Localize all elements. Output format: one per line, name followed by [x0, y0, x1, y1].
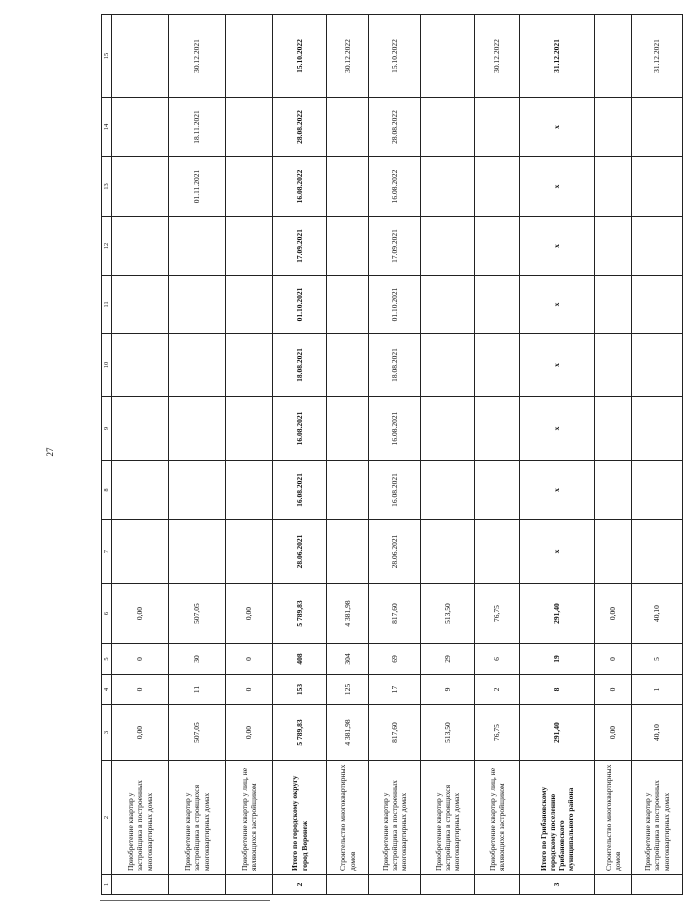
table-cell: [226, 520, 273, 584]
table-cell: [327, 217, 369, 276]
table-cell: 17.09.2021: [369, 217, 421, 276]
table-cell: 513,50: [421, 584, 475, 644]
table-cell: 16.08.2021: [369, 461, 421, 520]
row-name: Приобретение квартир у застройщика в построенных многоквартирных домах: [369, 761, 421, 875]
table-cell: 28.08.2022: [273, 98, 327, 157]
table-cell: [169, 276, 226, 334]
row-index: [112, 875, 169, 895]
table-cell: 16.08.2021: [273, 461, 327, 520]
table-cell: [475, 98, 520, 157]
row-index: [226, 875, 273, 895]
table-cell: [475, 217, 520, 276]
row-index: [632, 875, 683, 895]
table-cell: [327, 520, 369, 584]
table-cell: 19: [520, 644, 595, 675]
table-row: [595, 15, 632, 895]
table-row: [520, 15, 595, 895]
table-cell: 18.08.2021: [369, 334, 421, 397]
table-cell: 817,60: [369, 705, 421, 761]
table-cell: 40,10: [632, 584, 683, 644]
table-cell: 6: [475, 644, 520, 675]
table-cell: 01.10.2021: [369, 276, 421, 334]
table-cell: 30.12.2021: [169, 15, 226, 98]
table-cell: 29: [421, 644, 475, 675]
table-cell: [327, 397, 369, 461]
table-cell: 0: [226, 644, 273, 675]
table-row: [273, 15, 327, 895]
table-cell: [595, 98, 632, 157]
table-cell: 0: [226, 675, 273, 705]
row-name: Итого по Грибановскому городскому поселению Грибановского муниципального района: [520, 761, 595, 875]
header-cell: 3: [102, 705, 112, 761]
table-cell: [421, 217, 475, 276]
table-cell: [632, 520, 683, 584]
data-table: [101, 14, 683, 895]
row-name: Приобретение квартир у застройщика в построенных многоквартирных домах: [632, 761, 683, 875]
table-cell: [169, 217, 226, 276]
row-index: 3: [520, 875, 595, 895]
table-cell: 30.12.2022: [475, 15, 520, 98]
table-cell: х: [520, 461, 595, 520]
table-cell: [632, 217, 683, 276]
table-row: [169, 15, 226, 895]
table-cell: 817,60: [369, 584, 421, 644]
table-cell: [595, 461, 632, 520]
table-cell: [475, 461, 520, 520]
table-cell: [169, 397, 226, 461]
table-cell: 16.08.2021: [369, 397, 421, 461]
table-cell: 0,00: [226, 705, 273, 761]
table-cell: 0,00: [595, 584, 632, 644]
table-cell: 69: [369, 644, 421, 675]
table-cell: 125: [327, 675, 369, 705]
table-cell: [226, 15, 273, 98]
table-cell: [421, 98, 475, 157]
table-cell: 304: [327, 644, 369, 675]
table-cell: 15.10.2022: [273, 15, 327, 98]
table-cell: [226, 157, 273, 217]
table-cell: 76,75: [475, 584, 520, 644]
table-cell: [421, 461, 475, 520]
table-cell: [475, 157, 520, 217]
table-cell: [421, 276, 475, 334]
table-cell: [595, 334, 632, 397]
table-cell: 0,00: [226, 584, 273, 644]
row-name: Итого по городскому округу город Воронеж: [273, 761, 327, 875]
table-cell: 5 789,83: [273, 705, 327, 761]
header-cell: 13: [102, 157, 112, 217]
row-index: [421, 875, 475, 895]
table-cell: [112, 334, 169, 397]
table-cell: [327, 157, 369, 217]
table-cell: [112, 98, 169, 157]
table-cell: 0,00: [112, 584, 169, 644]
table-cell: [475, 397, 520, 461]
header-cell: 7: [102, 520, 112, 584]
table-cell: 291,40: [520, 705, 595, 761]
table-cell: 0: [112, 675, 169, 705]
table-cell: 28.06.2021: [369, 520, 421, 584]
table-cell: 0: [595, 675, 632, 705]
table-cell: [112, 397, 169, 461]
table-cell: 513,50: [421, 705, 475, 761]
table-cell: 40,10: [632, 705, 683, 761]
table-cell: х: [520, 520, 595, 584]
table-row: [369, 15, 421, 895]
table-cell: [632, 334, 683, 397]
table-cell: [169, 334, 226, 397]
table-cell: [112, 276, 169, 334]
table-cell: 28.06.2021: [273, 520, 327, 584]
row-name: Строительство многоквартирных домов: [595, 761, 632, 875]
table-cell: х: [520, 397, 595, 461]
table-cell: х: [520, 98, 595, 157]
table-cell: 17.09.2021: [273, 217, 327, 276]
table-row: [327, 15, 369, 895]
row-index: [169, 875, 226, 895]
table-cell: [475, 520, 520, 584]
table-cell: 16.08.2022: [369, 157, 421, 217]
table-cell: 5 789,83: [273, 584, 327, 644]
table-cell: [475, 334, 520, 397]
table-cell: х: [520, 217, 595, 276]
row-name: Приобретение квартир у застройщика в строящихся многоквартирных домах: [421, 761, 475, 875]
table-cell: х: [520, 334, 595, 397]
header-cell: 6: [102, 584, 112, 644]
row-index: [369, 875, 421, 895]
header-cell: 2: [102, 761, 112, 875]
table-cell: [226, 276, 273, 334]
table-cell: [327, 98, 369, 157]
table-cell: 9: [421, 675, 475, 705]
table-cell: [112, 15, 169, 98]
table-cell: 18.08.2021: [273, 334, 327, 397]
table-cell: 4 381,98: [327, 584, 369, 644]
table-row: [421, 15, 475, 895]
header-cell: 11: [102, 276, 112, 334]
table-cell: [169, 520, 226, 584]
table-cell: 31.12.2021: [520, 15, 595, 98]
table-cell: 18.11.2021: [169, 98, 226, 157]
table-cell: 0,00: [112, 705, 169, 761]
table-cell: 0: [595, 644, 632, 675]
table-cell: 31.12.2021: [632, 15, 683, 98]
table-cell: 0: [112, 644, 169, 675]
table-row: [226, 15, 273, 895]
row-name: Приобретение квартир у лиц, не являющихся застройщиком: [226, 761, 273, 875]
table-cell: [226, 334, 273, 397]
header-cell: 9: [102, 397, 112, 461]
table-cell: [112, 520, 169, 584]
table-cell: [632, 98, 683, 157]
table-cell: 5: [632, 644, 683, 675]
header-cell: 12: [102, 217, 112, 276]
table-cell: [112, 217, 169, 276]
table-cell: [632, 461, 683, 520]
table-cell: [169, 461, 226, 520]
rotated-table-container: [101, 15, 671, 895]
row-index: [595, 875, 632, 895]
row-name: Приобретение квартир у застройщика в строящихся многоквартирных домах: [169, 761, 226, 875]
table-cell: 291,40: [520, 584, 595, 644]
table-cell: [595, 217, 632, 276]
table-cell: [226, 98, 273, 157]
table-cell: [226, 461, 273, 520]
table-cell: [421, 334, 475, 397]
row-index: [327, 875, 369, 895]
header-cell: 1: [102, 875, 112, 895]
page-number: 27: [45, 447, 55, 457]
table-cell: 4 381,98: [327, 705, 369, 761]
table-cell: [226, 397, 273, 461]
header-cell: 4: [102, 675, 112, 705]
table-cell: 507,05: [169, 584, 226, 644]
header-cell: 5: [102, 644, 112, 675]
row-index: [475, 875, 520, 895]
table-cell: [112, 461, 169, 520]
table-cell: 153: [273, 675, 327, 705]
table-cell: 0,00: [595, 705, 632, 761]
table-cell: 8: [520, 675, 595, 705]
table-cell: 01.10.2021: [273, 276, 327, 334]
table-cell: [632, 157, 683, 217]
row-name: Приобретение квартир у застройщика в построенных многоквартирных домах: [112, 761, 169, 875]
table-cell: 30: [169, 644, 226, 675]
table-cell: 17: [369, 675, 421, 705]
table-cell: [327, 276, 369, 334]
table-cell: [595, 15, 632, 98]
table-cell: 15.10.2022: [369, 15, 421, 98]
table-row: [112, 15, 169, 895]
table-cell: 11: [169, 675, 226, 705]
table-cell: [327, 334, 369, 397]
row-name: Приобретение квартир у лиц, не являющихся застройщиком: [475, 761, 520, 875]
row-name: Строительство многоквартирных домов: [327, 761, 369, 875]
table-cell: [421, 397, 475, 461]
table-cell: [421, 15, 475, 98]
table-cell: [595, 397, 632, 461]
table-cell: 408: [273, 644, 327, 675]
table-cell: 76,75: [475, 705, 520, 761]
header-cell: 15: [102, 15, 112, 98]
table-row: [475, 15, 520, 895]
header-cell: 10: [102, 334, 112, 397]
table-cell: х: [520, 157, 595, 217]
table-cell: 507,05: [169, 705, 226, 761]
table-cell: х: [520, 276, 595, 334]
table-row: [632, 15, 683, 895]
table-cell: 16.08.2022: [273, 157, 327, 217]
table-cell: [226, 217, 273, 276]
table-cell: [595, 276, 632, 334]
table-cell: [112, 157, 169, 217]
table-cell: 28.08.2022: [369, 98, 421, 157]
table-cell: 30.12.2022: [327, 15, 369, 98]
table-cell: 16.08.2021: [273, 397, 327, 461]
header-cell: 14: [102, 98, 112, 157]
header-row: [102, 15, 112, 895]
table-cell: 01.11.2021: [169, 157, 226, 217]
table-cell: 2: [475, 675, 520, 705]
table-cell: [632, 397, 683, 461]
row-index: 2: [273, 875, 327, 895]
header-cell: 8: [102, 461, 112, 520]
table-cell: [421, 157, 475, 217]
footer-rule: [100, 900, 270, 901]
table-cell: [327, 461, 369, 520]
table-cell: [632, 276, 683, 334]
table-cell: [421, 520, 475, 584]
table-cell: [595, 157, 632, 217]
table-cell: [595, 520, 632, 584]
table-cell: [475, 276, 520, 334]
table-cell: 1: [632, 675, 683, 705]
